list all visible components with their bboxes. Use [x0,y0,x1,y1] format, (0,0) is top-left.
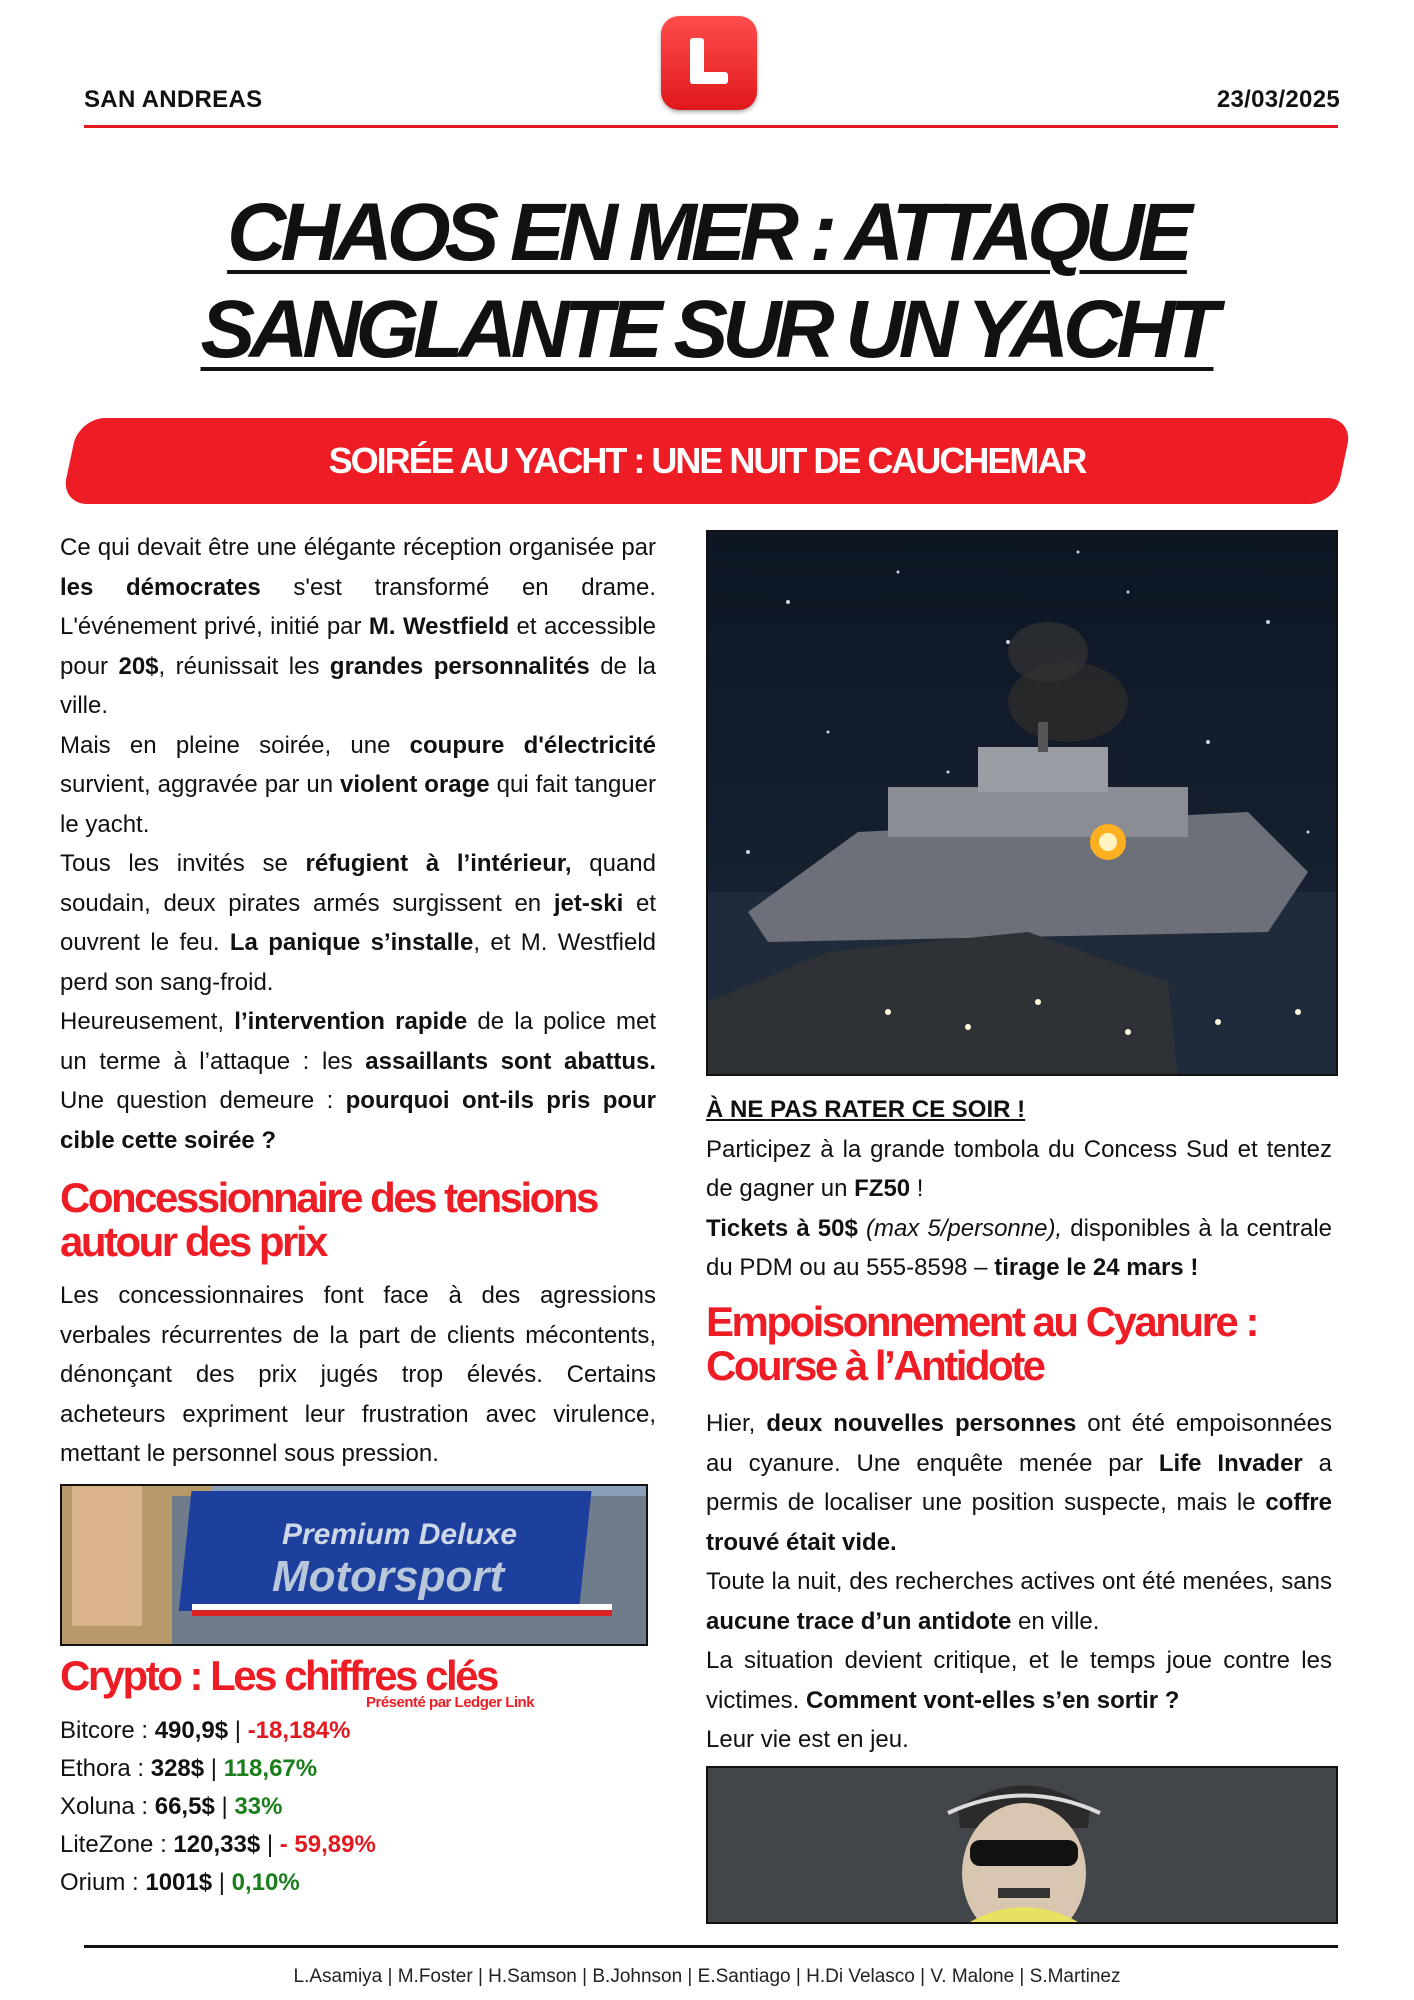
crypto-list [60,1712,660,1902]
dealership-illustration [62,1486,648,1646]
sign-line-1: Premium Deluxe [282,1518,518,1551]
yacht-paragraph-3: Tous les invités se réfugient à l’intérieur, quand soudain, deux pirates armés surgissent en jet-ski et ouvrent le feu. La panique s’installe, et M. Westfield perd son sang-froid. [60,850,657,996]
crypto-row-bitcore: Bitcore : 490,9$ | -18,184% [60,1717,351,1744]
suspect-photo [706,1766,1338,1924]
logo-letter-icon [676,30,742,96]
yacht-photo [706,530,1338,1076]
cyanure-title: Empoisonnement au Cyanure : Course à l’Antidote [706,1298,1257,1389]
header-divider [84,125,1338,128]
tombola-line-1: Participez à la grande tombola du Concess Sud et tentez de gagner un FZ50 ! [706,1135,1332,1202]
tombola-section [706,1090,1332,1288]
sign-line-2: Motorsport [272,1552,505,1601]
main-headline [130,184,1284,378]
crypto-sponsor: Présenté par Ledger Link [366,1694,535,1711]
yacht-illustration [708,532,1338,1076]
subtitle-banner: SOIRÉE AU YACHT : UNE NUIT DE CAUCHEMAR [328,440,1086,481]
cyanure-article [706,1404,1332,1760]
concession-body: Les concessionnaires font face à des agressions verbales récurrentes de la part de clients mécontents, dénonçant des prix jugés trop élevés. Certains acheteurs expriment leur frustration avec virulence, mettant le personnel sous pression. [60,1282,656,1467]
crypto-row-litezone: LiteZone : 120,33$ | - 59,89% [60,1831,376,1858]
crypto-title: Crypto : Les chiffres clés [60,1652,497,1699]
concession-title: Concessionnaire des tensions autour des prix [60,1174,597,1265]
cyanure-paragraph-1: Hier, deux nouvelles personnes ont été empoisonnées au cyanure. Une enquête menée par Life Invader a permis de localiser une position suspecte, mais le coffre trouvé était vide. [706,1410,1333,1556]
headline-line-2: SANGLANTE SUR UN YACHT [200,284,1214,375]
issue-date: 23/03/2025 [1216,86,1340,113]
yacht-article [60,528,656,1160]
cyanure-paragraph-4: Leur vie est en jeu. [706,1726,909,1753]
crypto-row-orium: Orium : 1001$ | 0,10% [60,1869,300,1896]
yacht-paragraph-4: Heureusement, l’intervention rapide de la police met un terme à l’attaque : les assaillants sont abattus. Une question demeure : pourquoi ont-ils pris pour cible cette soirée ? [60,1008,657,1154]
crypto-row-xoluna: Xoluna : 66,5$ | 33% [60,1793,283,1820]
headline-line-1: CHAOS EN MER : ATTAQUE [227,187,1187,278]
footer-divider [84,1945,1338,1948]
suspect-illustration [708,1768,1338,1924]
tombola-heading: À NE PAS RATER CE SOIR ! [706,1096,1026,1123]
newspaper-logo [661,16,757,110]
yacht-paragraph-2: Mais en pleine soirée, une coupure d'électricité survient, aggravée par un violent orage qui fait tanguer le yacht. [60,731,656,838]
crypto-row-ethora: Ethora : 328$ | 118,67% [60,1755,318,1782]
cyanure-paragraph-3: La situation devient critique, et le temps joue contre les victimes. Comment vont-elles s’en sortir ? [706,1647,1332,1714]
cyanure-paragraph-2: Toute la nuit, des recherches actives ont été menées, sans aucune trace d’un antidote en ville. [706,1568,1332,1635]
author-credits: L.Asamiya | M.Foster | H.Samson | B.Johnson | E.Santiago | H.Di Velasco | V. Malone | S.Martinez [293,1966,1121,1987]
yacht-paragraph-1: Ce qui devait être une élégante réception organisée par les démocrates s'est transformé en drame. L'événement privé, initié par M. Westfield et accessible pour 20$, réunissait les grandes personnalités de la ville. [60,534,657,719]
tombola-line-2: Tickets à 50$ (max 5/personne), disponibles à la centrale du PDM ou au 555-8598 – tirage le 24 mars ! [706,1214,1332,1281]
location-label: SAN ANDREAS [84,86,263,113]
dealership-photo [60,1484,648,1646]
